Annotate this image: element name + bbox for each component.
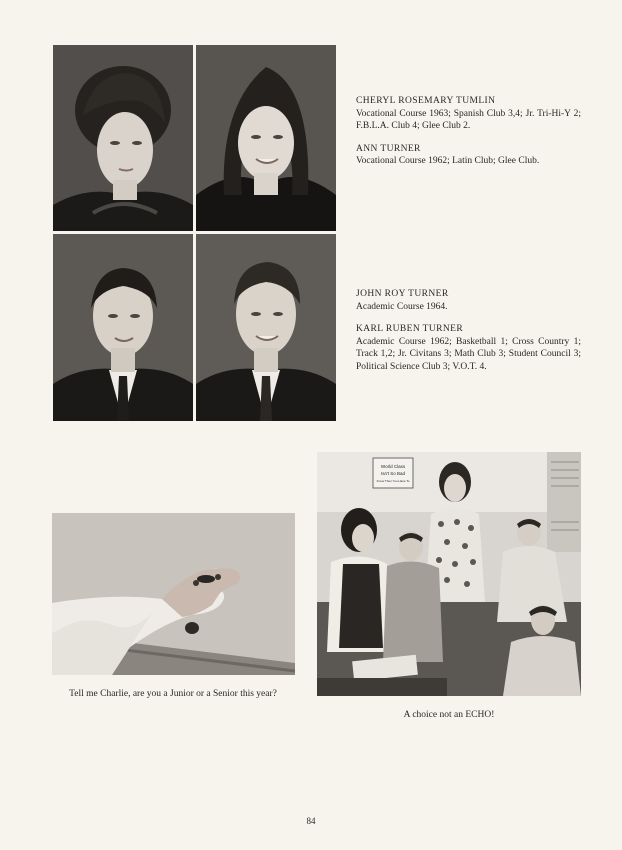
bio-group-top — [356, 95, 581, 178]
portrait-john-image — [53, 234, 193, 421]
bio-name: KARL RUBEN TURNER — [356, 324, 464, 334]
candid-hand-photo — [52, 513, 295, 675]
bio-details: Vocational Course 1963; Spanish Club 3,4; Jr. Tri-Hi-Y 2; F.B.L.A. Club 4; Glee Club 2. — [356, 108, 581, 131]
sign-line1: World Class — [380, 464, 406, 469]
group-photo-caption: A choice not an ECHO! — [403, 710, 495, 720]
portrait-ann-turner — [196, 45, 336, 231]
portrait-cheryl-tumlin — [53, 45, 193, 231]
sign-line2: Isn't So Bad — [380, 471, 406, 476]
bio-group-bottom — [356, 288, 581, 383]
bio-details: Vocational Course 1962; Latin Club; Glee Club. — [356, 156, 540, 166]
portrait-cheryl-image — [53, 45, 193, 231]
bio-details: Academic Course 1964. — [356, 301, 448, 312]
sign-line3: Know Then You Have To — [376, 479, 410, 483]
page-number: 84 — [306, 816, 316, 826]
portrait-ann-image — [196, 45, 336, 231]
bio-name: ANN TURNER — [356, 143, 421, 154]
hand-photo-image — [52, 513, 295, 675]
bio-cheryl — [356, 95, 581, 133]
bio-name: JOHN ROY TURNER — [356, 289, 449, 299]
group-photo-image — [317, 452, 581, 696]
portrait-karl-turner — [196, 234, 336, 421]
hand-photo-caption: Tell me Charlie, are you a Junior or a Senior this year? — [69, 689, 277, 699]
portrait-john-turner — [53, 234, 193, 421]
bio-details: Academic Course 1962; Basketball 1; Cross Country 1; Track 1,2; Jr. Civitans 3; Math Club 3; Student Council 3; Political Science Club 3; V.O.T. 4. — [356, 336, 581, 372]
bio-john — [356, 288, 581, 313]
bio-ann — [356, 143, 581, 168]
bio-karl — [356, 323, 581, 373]
bio-name: CHERYL ROSEMARY TUMLIN — [356, 96, 496, 106]
portrait-karl-image — [196, 234, 336, 421]
candid-group-photo — [317, 452, 581, 696]
